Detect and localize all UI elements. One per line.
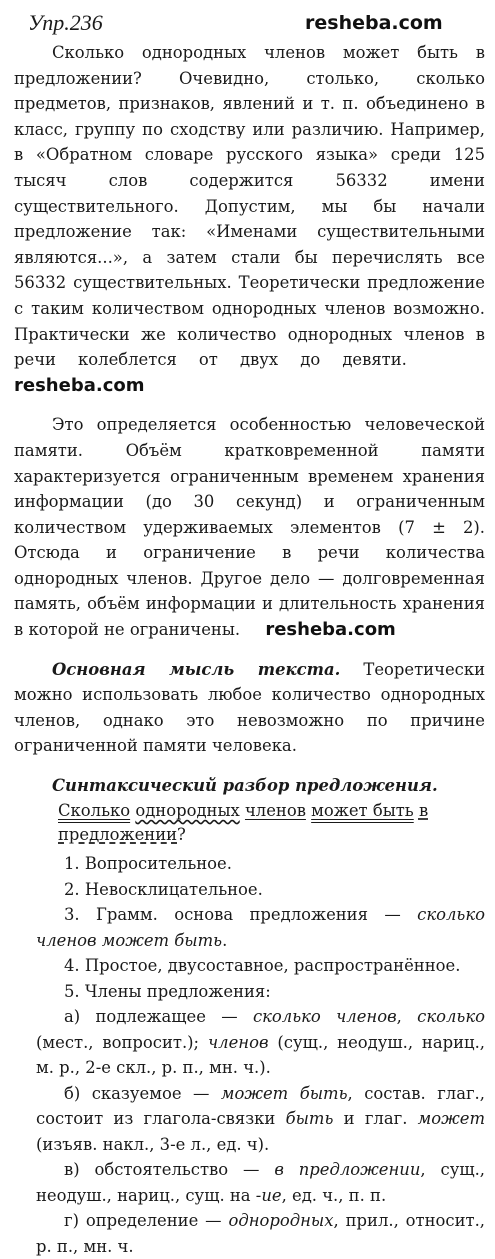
sentence-word-mozhet-byt: может быть bbox=[311, 801, 414, 821]
item-3-end: . bbox=[222, 930, 228, 950]
item-c-note-2: , ед. ч., п. п. bbox=[281, 1185, 387, 1205]
parse-item-b bbox=[14, 1081, 485, 1158]
paragraph-2-text: Это определяется особенностью человеческой памяти. Объём кратковременной памяти характеризуется ограниченным временем хранения информации (до 30 секунд) и ограниченным количеством удерживаемых элементов (7 ± 2). Отсюда и ограничение в речи количества однородных членов. Другое дело — долговременная память, объём информации и длительность хранения в которой не ограничены. bbox=[14, 415, 485, 640]
item-a-label: а) подлежащее — bbox=[64, 1007, 253, 1027]
item-b-label: б) сказуемое — bbox=[64, 1083, 221, 1103]
parsed-sentence bbox=[14, 799, 485, 847]
parse-title: Синтаксический разбор предложения. bbox=[52, 776, 438, 796]
item-b-predicate: может быть bbox=[220, 1083, 348, 1103]
item-c-suffix: -ие bbox=[255, 1185, 282, 1205]
text-paragraph-1 bbox=[14, 40, 485, 398]
sentence-word-chlenov: членов bbox=[244, 801, 306, 821]
item-b-word-1: быть bbox=[285, 1109, 334, 1129]
text-paragraph-2 bbox=[14, 412, 485, 642]
item-a-word-1: сколько bbox=[417, 1007, 485, 1027]
item-a-sep: , bbox=[396, 1007, 418, 1027]
item-c-adverbial: в предложении bbox=[274, 1160, 421, 1180]
parse-item-3 bbox=[14, 902, 485, 953]
item-b-note-3: (изъяв. накл., 3-е л., ед. ч). bbox=[36, 1134, 270, 1154]
item-a-note-1: (мест., вопросит.); bbox=[36, 1032, 208, 1052]
item-3-basis: сколько членов может быть bbox=[36, 905, 485, 950]
watermark-inline-2: resheba.com bbox=[265, 619, 396, 641]
watermark-inline-1: resheba.com bbox=[14, 374, 145, 396]
item-a-word-2: членов bbox=[207, 1032, 269, 1052]
parse-item-c bbox=[14, 1157, 485, 1208]
parse-item-d bbox=[14, 1208, 485, 1259]
main-idea bbox=[14, 657, 485, 759]
exercise-number: Упр.236 bbox=[28, 10, 103, 35]
sentence-word-v: в bbox=[418, 801, 429, 821]
parse-item-4: 4. Простое, двусоставное, распространённое. bbox=[64, 956, 461, 976]
item-c-label: в) обстоятельство — bbox=[64, 1160, 275, 1180]
parse-item-a bbox=[14, 1004, 485, 1081]
sentence-word-predlozhenii: предложении bbox=[58, 825, 178, 845]
item-b-note-1: , состав. глаг., состоит из глагола-связки bbox=[36, 1083, 485, 1129]
item-d-attribute: однородных bbox=[228, 1211, 334, 1231]
main-idea-text: Теоретически можно использовать любое количество однородных членов, однако это невозможно по причине ограниченной памяти человека. bbox=[14, 659, 485, 756]
watermark: resheba.com bbox=[305, 12, 443, 34]
sentence-end-mark: ? bbox=[177, 825, 186, 845]
item-c-note-1: , сущ., неодуш., нариц., сущ. на bbox=[36, 1160, 485, 1205]
parse-item-1: 1. Вопросительное. bbox=[64, 854, 232, 874]
item-a-note-2: (сущ., неодуш., нариц., м. р., 2-е скл., р. п., мн. ч.). bbox=[36, 1032, 485, 1078]
item-b-word-2: может bbox=[417, 1109, 485, 1129]
main-idea-title: Основная мысль текста. bbox=[52, 659, 341, 679]
item-3-label: 3. Грамм. основа предложения — bbox=[64, 905, 418, 925]
page-header bbox=[14, 6, 485, 40]
sentence-word-skolko: Сколько bbox=[58, 801, 131, 821]
item-d-label: г) определение — bbox=[64, 1211, 229, 1231]
parse-item-2: 2. Невосклицательное. bbox=[64, 879, 263, 899]
item-b-note-2: и глаг. bbox=[333, 1109, 418, 1129]
parse-item-5: 5. Члены предложения: bbox=[64, 981, 271, 1001]
sentence-word-odnorodnykh: однородных bbox=[135, 801, 240, 821]
item-d-note: , прил., относит., р. п., мн. ч. bbox=[36, 1211, 485, 1256]
item-a-subject: сколько членов bbox=[252, 1007, 397, 1027]
paragraph-1-text: Сколько однородных членов может быть в предложении? Очевидно, столько, сколько предметов, признаков, явлений и т. п. объединено в класс, группу по сходству или различию. Например, в «Обратном словаре русского языка» среди 125 тысяч слов содержится 56332 имени существительного. Допустим, мы бы начали предложение так: «Именами существительными являются...», а затем стали бы перечислять все 56332 существительных. Теоретически предложение с таким количеством однородных членов возможно. Практически же количество однородных членов в речи колеблется от двух до девяти. bbox=[14, 43, 485, 370]
